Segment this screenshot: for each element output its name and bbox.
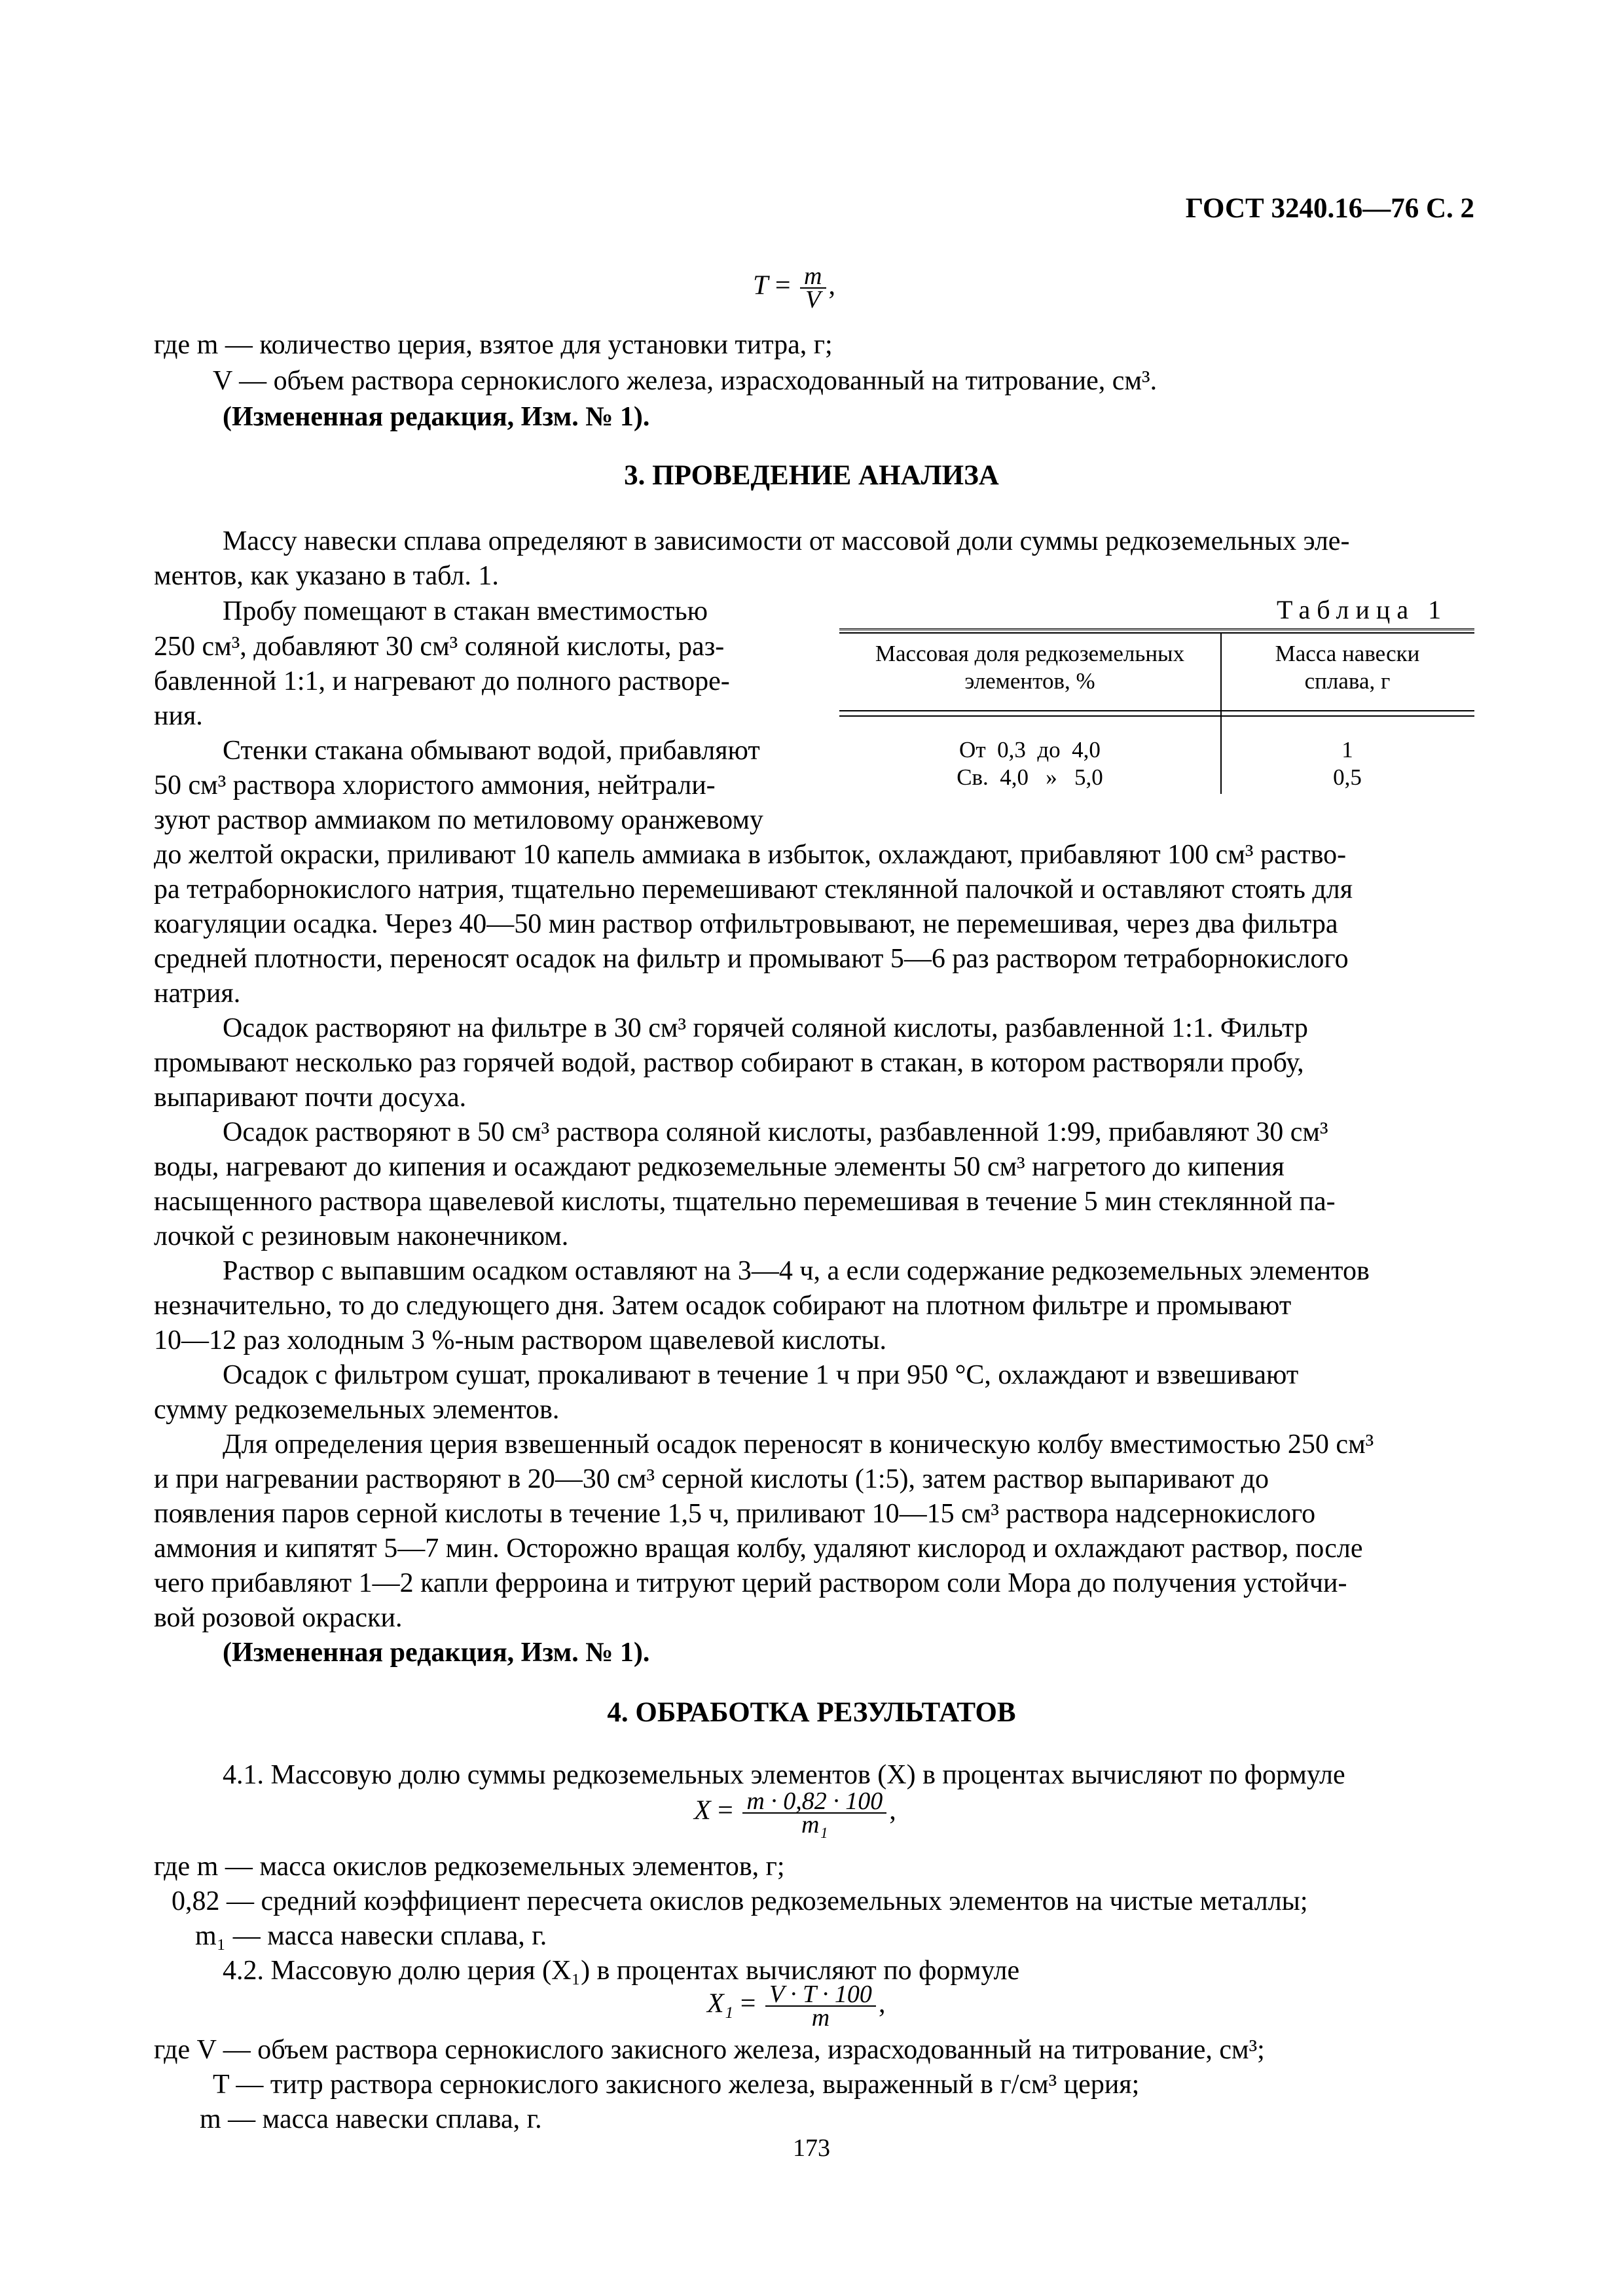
paragraph-line: воды, нагревают до кипения и осаждают редкоземельные элементы 50 см³ нагретого до кипения <box>154 1152 1285 1182</box>
formula-titer: T = $\frac{m}{V}$ , <box>753 262 835 314</box>
paragraph-line: натрия. <box>154 978 241 1009</box>
paragraph-line: 10—12 раз холодным 3 %-ным раствором щавелевой кислоты. <box>154 1325 887 1355</box>
fraction <box>742 1787 886 1839</box>
paragraph-line: промывают несколько раз горячей водой, раствор собирают в стакан, в котором растворяли пробу, <box>154 1048 1304 1078</box>
page-header: ГОСТ 3240.16—76 С. 2 <box>1185 193 1474 224</box>
paragraph-line: и при нагревании растворяют в 20—30 см³ серной кислоты (1:5), затем раствор выпаривают до <box>154 1464 1269 1494</box>
paragraph-line: вой розовой окраски. <box>154 1603 403 1633</box>
table-cell: От 0,3 до 4,0 <box>959 737 1101 762</box>
amendment-note: (Измененная редакция, Изм. № 1). <box>223 402 650 432</box>
table-cell: 0,5 <box>1333 764 1362 790</box>
paragraph-line: чего прибавляют 1—2 капли ферроина и титруют церий раствором соли Мора до получения устойчи- <box>154 1568 1347 1598</box>
paragraph-line: бавленной 1:1, и нагревают до полного растворе- <box>154 666 730 696</box>
definition-line: T — титр раствора сернокислого закисного железа, выраженный в г/см³ церия; <box>213 2070 1140 2100</box>
paragraph-line: Раствор с выпавшим осадком оставляют на 3—4 ч, а если содержание редкоземельных элементов <box>223 1256 1370 1286</box>
paragraph-line: насыщенного раствора щавелевой кислоты, тщательно перемешивая в течение 5 мин стеклянной па- <box>154 1187 1336 1217</box>
paragraph-line: сумму редкоземельных элементов. <box>154 1395 560 1425</box>
paragraph-line: Пробу помещают в стакан вместимостью <box>223 596 708 626</box>
paragraph-line: незначительно, то до следующего дня. Затем осадок собирают на плотном фильтре и промывают <box>154 1291 1292 1321</box>
fraction-numerator: m <box>800 265 826 289</box>
fraction <box>765 1981 876 2032</box>
paragraph-line: средней плотности, переносят осадок на фильтр и промывают 5—6 раз раствором тетраборнокислого <box>154 944 1349 974</box>
paragraph-line: зуют раствор аммиаком по метиловому оранжевому <box>154 805 763 835</box>
paragraph-line: 4.2. Массовую долю церия (X₁) в процентах вычисляют по формуле <box>223 1956 1020 1986</box>
formula-lhs: X <box>694 1795 711 1826</box>
table-cell: 1 <box>1341 737 1353 762</box>
section-title: 3. ПРОВЕДЕНИЕ АНАЛИЗА <box>624 460 999 491</box>
fraction-denominator: m₁ <box>801 1811 828 1839</box>
definition-line: где m — масса окислов редкоземельных элементов, г; <box>154 1852 785 1882</box>
fraction-denominator: V <box>805 286 821 314</box>
paragraph-line: коагуляции осадка. Через 40—50 мин раствор отфильтровывают, не перемешивая, через два фильтра <box>154 909 1338 939</box>
paragraph-line: Массу навески сплава определяют в зависимости от массовой доли суммы редкоземельных эле- <box>223 526 1350 556</box>
definition-line: V — объем раствора сернокислого железа, израсходованный на титрование, см³. <box>213 366 1158 396</box>
amendment-note: (Измененная редакция, Изм. № 1). <box>223 1638 650 1668</box>
paragraph-line: аммония и кипятят 5—7 мин. Осторожно вращая колбу, удаляют кислород и охлаждают раствор, после <box>154 1534 1363 1564</box>
fraction-numerator: V · T · 100 <box>765 1983 876 2007</box>
formula-x: X = $\frac{m \cdot 0,82 \cdot 100}{\text{m₁}}$ , <box>694 1787 896 1839</box>
definition-line: где m — количество церия, взятое для установки титра, г; <box>154 330 833 360</box>
definition-line: m — масса навески сплава, г. <box>200 2104 542 2134</box>
paragraph-line: Стенки стакана обмывают водой, прибавляют <box>223 736 760 766</box>
paragraph-line: Осадок с фильтром сушат, прокаливают в течение 1 ч при 950 °С, охлаждают и взвешивают <box>223 1360 1299 1390</box>
paragraph-line: ния. <box>154 701 203 731</box>
definition-line: где V — объем раствора сернокислого закисного железа, израсходованный на титрование, см³; <box>154 2035 1265 2065</box>
formula-x1: X₁ = $\frac{V \cdot T \cdot 100}{m}$ , <box>707 1981 886 2032</box>
fraction <box>800 262 826 314</box>
table-top-rule <box>839 628 1474 634</box>
paragraph-line: Для определения церия взвешенный осадок переносят в коническую колбу вместимостью 250 см³ <box>223 1429 1374 1460</box>
section-title: 4. ОБРАБОТКА РЕЗУЛЬТАТОВ <box>607 1697 1016 1728</box>
fraction-numerator: m · 0,82 · 100 <box>742 1790 886 1814</box>
paragraph-line: 4.1. Массовую долю суммы редкоземельных элементов (X) в процентах вычисляют по формуле <box>223 1760 1345 1790</box>
definition-line: m₁ — масса навески сплава, г. <box>195 1921 547 1951</box>
definition-line: 0,82 — средний коэффициент пересчета окислов редкоземельных элементов на чистые металлы; <box>172 1886 1308 1916</box>
paragraph-line: появления паров серной кислоты в течение 1,5 ч, приливают 10—15 см³ раствора надсернокислого <box>154 1499 1316 1529</box>
table-cell: Св. 4,0 » 5,0 <box>957 764 1103 790</box>
fraction-denominator: m <box>811 2004 830 2032</box>
paragraph-line: лочкой с резиновым наконечником. <box>154 1221 569 1251</box>
paragraph-line: Осадок растворяют в 50 см³ раствора соляной кислоты, разбавленной 1:99, прибавляют 30 см³ <box>223 1117 1328 1147</box>
paragraph-line: ра тетраборнокислого натрия, тщательно перемешивают стеклянной палочкой и оставляют стоять для <box>154 874 1353 905</box>
table-header-cell: Массовая доля редкоземельных элементов, % <box>875 641 1185 694</box>
table-header-rule <box>839 710 1474 717</box>
table-header-cell: Масса навески сплава, г <box>1275 641 1420 694</box>
paragraph-line: 250 см³, добавляют 30 см³ соляной кислоты, раз- <box>154 632 725 662</box>
paragraph-line: Осадок растворяют на фильтре в 30 см³ горячей соляной кислоты, разбавленной 1:1. Фильтр <box>223 1013 1308 1043</box>
paragraph-line: 50 см³ раствора хлористого аммония, нейтрали- <box>154 770 716 800</box>
paragraph-line: до желтой окраски, приливают 10 капель аммиака в избыток, охлаждают, прибавляют 100 см³ раство- <box>154 840 1347 870</box>
page-number: 173 <box>793 2134 830 2162</box>
formula-lhs: T <box>753 270 769 301</box>
paragraph-line: ментов, как указано в табл. 1. <box>154 561 499 591</box>
table-caption: Таблица 1 <box>1277 595 1448 624</box>
paragraph-line: выпаривают почти досуха. <box>154 1083 467 1113</box>
formula-lhs: X₁ <box>707 1988 734 2019</box>
